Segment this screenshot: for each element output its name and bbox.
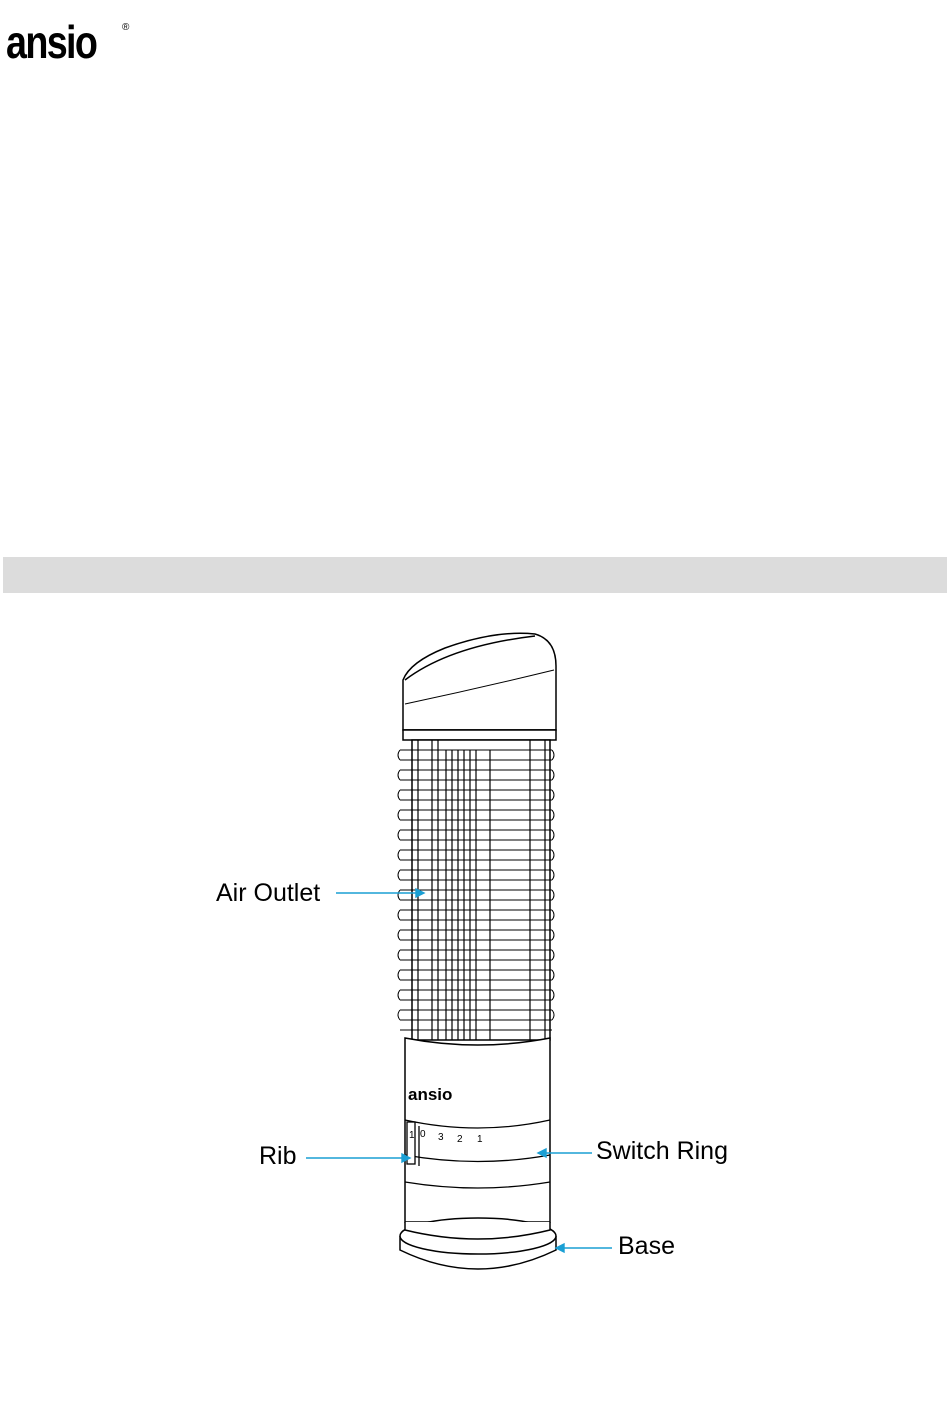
dial-mark-1a: 1 [409,1130,415,1141]
callout-base: Base [618,1232,675,1260]
callout-rib: Rib [259,1142,297,1170]
brand-logo-text: ansio [6,16,97,64]
dial-mark-0: 0 [420,1129,426,1140]
product-logo-text: ansio [408,1085,453,1104]
fan-lower-housing [405,1038,550,1222]
dial-mark-3: 3 [438,1132,444,1143]
fan-base [400,1218,556,1269]
section-heading-bar [3,557,947,593]
dial-mark-1b: 1 [477,1134,483,1145]
callout-switch-ring: Switch Ring [596,1137,728,1165]
dial-mark-2: 2 [457,1134,463,1145]
callout-air-outlet: Air Outlet [216,879,321,907]
fan-top-cap [403,633,556,740]
product-diagram [0,600,950,1320]
brand-logo [6,14,136,64]
air-outlet-grille [398,740,554,1040]
registered-mark: ® [122,22,130,33]
